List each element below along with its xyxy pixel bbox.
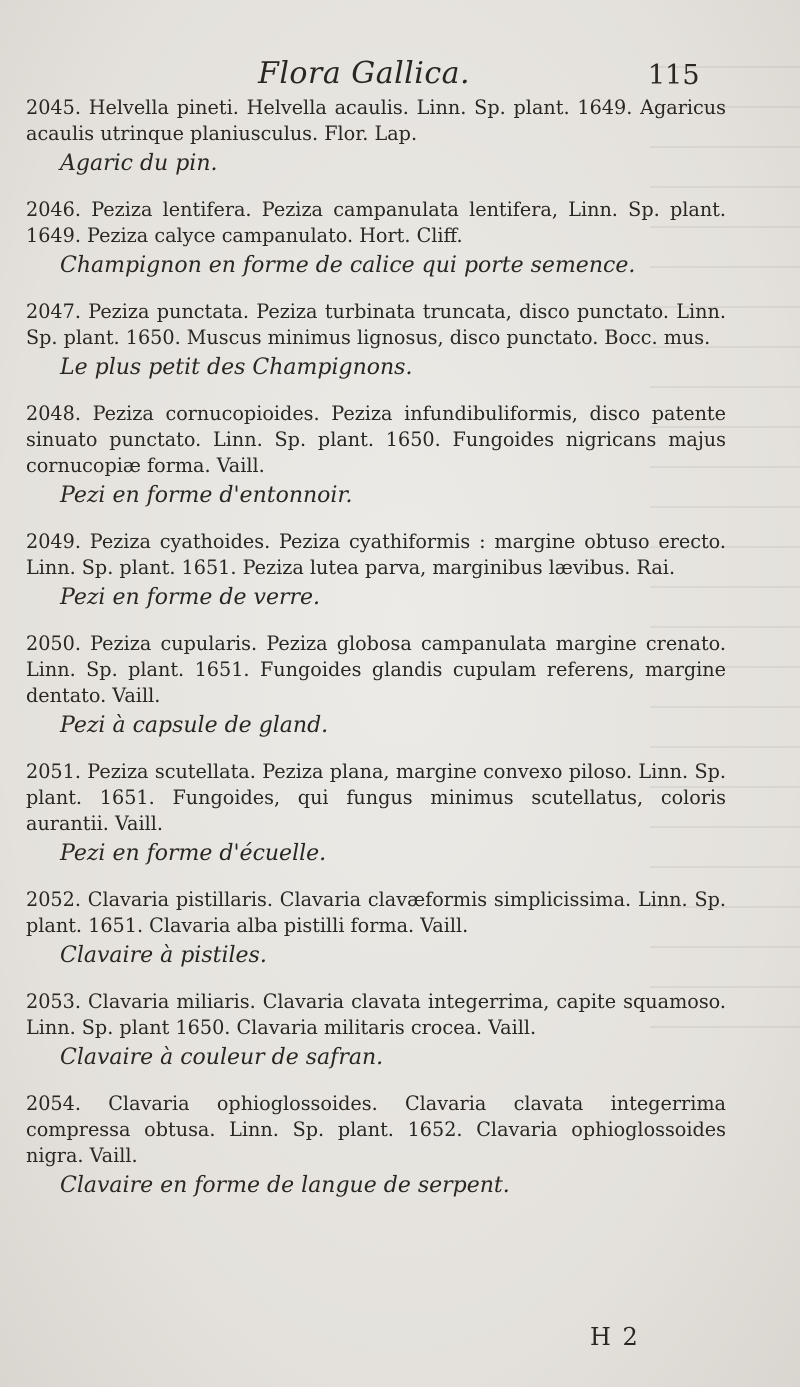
entry-latin-text: 2046. Peziza lentifera. Peziza campanulata lentifera, Linn. Sp. plant. 1649. Peziza calyce campanulato. Hort. Cliff. [26,198,726,247]
entry-2051 [26,759,726,869]
page-number: 115 [648,60,700,91]
entry-latin-text: 2049. Peziza cyathoides. Peziza cyathiformis : margine obtuso erecto. Linn. Sp. plant. 1651. Peziza lutea parva, marginibus lævibus. Rai. [26,530,726,579]
entry-2052 [26,887,726,971]
entry-2047 [26,299,726,383]
page-header [0,52,800,96]
entry-list [26,95,726,1219]
entry-french-name: Pezi en forme d'écuelle. [60,841,327,866]
entry-2050 [26,631,726,741]
entry-french-name: Pezi en forme de verre. [60,585,321,610]
entry-latin-text: 2051. Peziza scutellata. Peziza plana, margine convexo piloso. Linn. Sp. plant. 1651. Fungoides, qui fungus minimus scutellatus, coloris aurantii. Vaill. [26,760,726,835]
entry-french-name: Clavaire à pistiles. [60,943,267,968]
entry-latin-text: 2052. Clavaria pistillaris. Clavaria clavæformis simplicissima. Linn. Sp. plant. 1651. Clavaria alba pistilli forma. Vaill. [26,888,726,937]
entry-2048 [26,401,726,511]
entry-french-name: Pezi en forme d'entonnoir. [60,483,353,508]
entry-2049 [26,529,726,613]
entry-2045 [26,95,726,179]
entry-french-name: Clavaire en forme de langue de serpent. [60,1173,510,1198]
entry-latin-text: 2045. Helvella pineti. Helvella acaulis. Linn. Sp. plant. 1649. Agaricus acaulis utrinque planiusculus. Flor. Lap. [26,96,726,145]
entry-french-name: Pezi à capsule de gland. [60,713,329,738]
signature-mark: H 2 [590,1323,640,1351]
entry-2054 [26,1091,726,1201]
entry-2046 [26,197,726,281]
entry-latin-text: 2053. Clavaria miliaris. Clavaria clavata integerrima, capite squamoso. Linn. Sp. plant 1650. Clavaria militaris crocea. Vaill. [26,990,726,1039]
entry-latin-text: 2050. Peziza cupularis. Peziza globosa campanulata margine crenato. Linn. Sp. plant. 1651. Fungoides glandis cupulam referens, margine dentato. Vaill. [26,632,726,707]
entry-latin-text: 2047. Peziza punctata. Peziza turbinata truncata, disco punctato. Linn. Sp. plant. 1650. Muscus minimus lignosus, disco punctato. Bocc. mus. [26,300,726,349]
entry-french-name: Champignon en forme de calice qui porte semence. [60,253,636,278]
entry-french-name: Agaric du pin. [60,151,218,176]
entry-french-name: Le plus petit des Champignons. [60,355,413,380]
entry-latin-text: 2048. Peziza cornucopioides. Peziza infundibuliformis, disco patente sinuato punctato. Linn. Sp. plant. 1650. Fungoides nigricans majus cornucopiæ forma. Vaill. [26,402,726,477]
entry-latin-text: 2054. Clavaria ophioglossoides. Clavaria clavata integerrima compressa obtusa. Linn. Sp. plant. 1652. Clavaria ophioglossoides nigra. Vaill. [26,1092,726,1167]
entry-french-name: Clavaire à couleur de safran. [60,1045,384,1070]
entry-2053 [26,989,726,1073]
running-title: Flora Gallica. [258,56,471,91]
